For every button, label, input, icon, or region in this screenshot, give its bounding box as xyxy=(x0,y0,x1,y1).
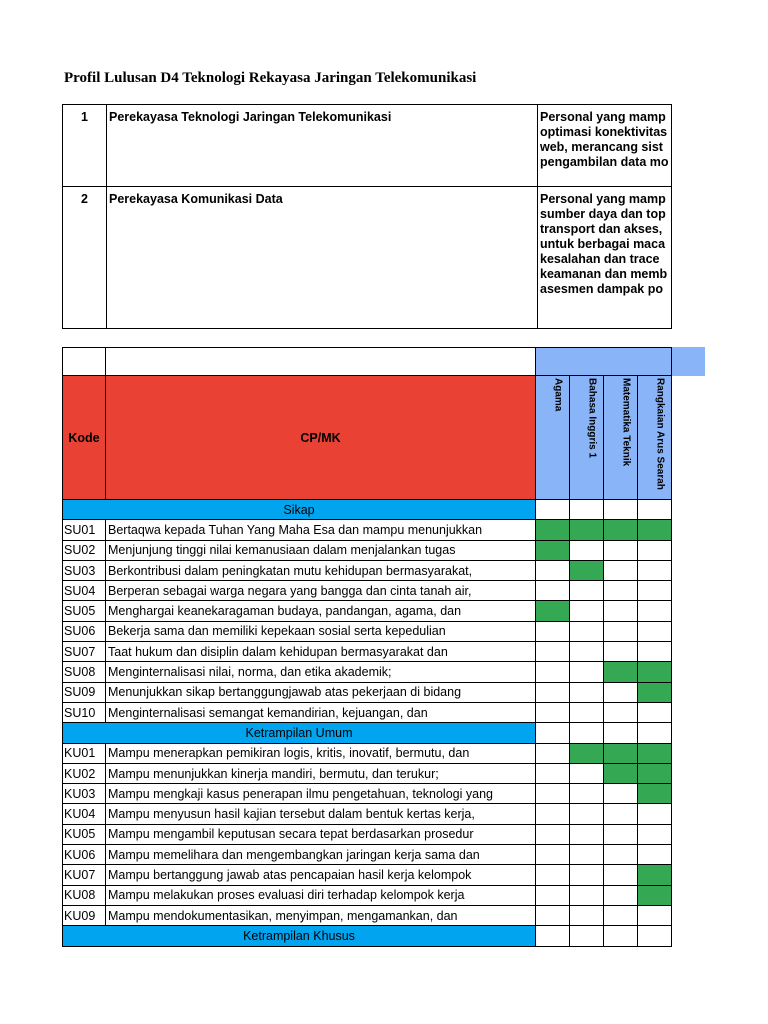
profile-desc-line: keamanan dan memb xyxy=(540,267,668,281)
profile-desc-line: Personal yang mamp xyxy=(540,192,666,206)
table-row xyxy=(63,763,672,783)
table-row xyxy=(63,581,672,601)
section-row xyxy=(63,500,672,520)
matrix-cell xyxy=(536,723,570,743)
matrix-cell xyxy=(604,642,638,662)
cp-description: Berkontribusi dalam peningkatan mutu kehidupan bermasyarakat, xyxy=(106,560,536,580)
course-label: Bahasa Inggris 1 xyxy=(586,378,598,459)
matrix-cell xyxy=(638,702,672,722)
table-row xyxy=(63,784,672,804)
course-header xyxy=(570,376,604,500)
matrix-cell-filled xyxy=(638,885,672,905)
table-row xyxy=(63,804,672,824)
cp-code: SU06 xyxy=(63,621,106,641)
table-row xyxy=(63,540,672,560)
profile-desc-line: web, merancang sist xyxy=(540,140,663,154)
matrix-cell xyxy=(536,784,570,804)
matrix-cell xyxy=(536,621,570,641)
matrix-cell xyxy=(604,784,638,804)
cp-code: SU07 xyxy=(63,642,106,662)
cp-code: KU05 xyxy=(63,824,106,844)
matrix-cell xyxy=(536,804,570,824)
cp-description: Menjunjung tinggi nilai kemanusiaan dalam menjalankan tugas xyxy=(106,540,536,560)
matrix-cell-filled xyxy=(604,662,638,682)
matrix-cell-filled xyxy=(536,540,570,560)
cp-code: SU03 xyxy=(63,560,106,580)
matrix-cell xyxy=(638,581,672,601)
matrix-cell xyxy=(570,824,604,844)
course-header xyxy=(638,376,672,500)
cp-description: Bekerja sama dan memiliki kepekaan sosial serta kepedulian xyxy=(106,621,536,641)
matrix-cell xyxy=(570,540,604,560)
matrix-cell xyxy=(604,723,638,743)
matrix-cell xyxy=(604,500,638,520)
matrix-cell xyxy=(536,702,570,722)
page-title: Profil Lulusan D4 Teknologi Rekayasa Jaringan Telekomunikasi xyxy=(64,70,477,86)
profile-description xyxy=(538,187,672,329)
matrix-cell xyxy=(536,662,570,682)
matrix-cell-filled xyxy=(638,784,672,804)
matrix-cell xyxy=(604,865,638,885)
cp-code: KU07 xyxy=(63,865,106,885)
matrix-cell xyxy=(604,560,638,580)
matrix-cell-filled xyxy=(638,662,672,682)
profile-desc-line: transport dan akses, xyxy=(540,222,663,236)
matrix-cell xyxy=(570,621,604,641)
matrix-cell xyxy=(536,885,570,905)
profile-number: 2 xyxy=(63,187,107,329)
matrix-cell-filled xyxy=(570,520,604,540)
matrix-cell xyxy=(570,784,604,804)
cp-code: KU06 xyxy=(63,845,106,865)
course-header xyxy=(604,376,638,500)
matrix-cell xyxy=(638,642,672,662)
cpmk-matrix xyxy=(62,347,672,947)
profile-name: Perekayasa Komunikasi Data xyxy=(107,187,538,329)
matrix-cell xyxy=(570,865,604,885)
matrix-cell xyxy=(638,845,672,865)
course-label: Rangkaian Arus Searah xyxy=(654,378,666,490)
matrix-cell xyxy=(604,926,638,946)
matrix-header xyxy=(63,376,672,500)
matrix-cell-filled xyxy=(638,520,672,540)
cp-code: KU02 xyxy=(63,763,106,783)
header-blue-overhang xyxy=(672,347,705,376)
cpmk-header: CP/MK xyxy=(106,376,536,500)
course-label: Matematika Teknik xyxy=(620,378,632,467)
matrix-cell xyxy=(604,824,638,844)
cp-code: SU01 xyxy=(63,520,106,540)
course-label: Agama xyxy=(552,378,564,412)
matrix-cell xyxy=(570,926,604,946)
matrix-cell xyxy=(570,500,604,520)
matrix-cell xyxy=(638,804,672,824)
cp-code: SU09 xyxy=(63,682,106,702)
cp-description: Mampu menyusun hasil kajian tersebut dalam bentuk kertas kerja, xyxy=(106,804,536,824)
matrix-cell xyxy=(604,804,638,824)
matrix-cell xyxy=(604,905,638,925)
profile-desc-line: kesalahan dan trace xyxy=(540,252,660,266)
matrix-cell xyxy=(536,500,570,520)
profile-row xyxy=(63,105,672,187)
matrix-cell xyxy=(638,540,672,560)
profile-name: Perekayasa Teknologi Jaringan Telekomunikasi xyxy=(107,105,538,187)
table-row xyxy=(63,845,672,865)
cp-description: Bertaqwa kepada Tuhan Yang Maha Esa dan mampu menunjukkan xyxy=(106,520,536,540)
table-row xyxy=(63,682,672,702)
kode-header: Kode xyxy=(63,376,106,500)
matrix-cell xyxy=(604,682,638,702)
matrix-cell xyxy=(604,601,638,621)
matrix-cell xyxy=(638,824,672,844)
table-row xyxy=(63,520,672,540)
course-header xyxy=(536,376,570,500)
cp-description: Mampu mengkaji kasus penerapan ilmu pengetahuan, teknologi yang xyxy=(106,784,536,804)
matrix-cell xyxy=(604,581,638,601)
matrix-cell xyxy=(638,926,672,946)
matrix-cell xyxy=(604,702,638,722)
matrix-cell xyxy=(570,885,604,905)
matrix-header-top xyxy=(63,348,672,376)
matrix-cell xyxy=(536,905,570,925)
matrix-cell xyxy=(536,824,570,844)
cp-description: Mampu bertanggung jawab atas pencapaian hasil kerja kelompok xyxy=(106,865,536,885)
matrix-cell xyxy=(570,723,604,743)
matrix-cell xyxy=(604,885,638,905)
matrix-cell-filled xyxy=(604,763,638,783)
matrix-cell xyxy=(536,682,570,702)
cp-code: KU09 xyxy=(63,905,106,925)
matrix-cell xyxy=(570,601,604,621)
blank-cell xyxy=(106,348,536,376)
matrix-cell xyxy=(570,642,604,662)
matrix-cell xyxy=(638,621,672,641)
matrix-cell xyxy=(638,905,672,925)
table-row xyxy=(63,601,672,621)
profile-number: 1 xyxy=(63,105,107,187)
matrix-cell-filled xyxy=(604,520,638,540)
cp-description: Menginternalisasi semangat kemandirian, kejuangan, dan xyxy=(106,702,536,722)
cp-description: Berperan sebagai warga negara yang bangga dan cinta tanah air, xyxy=(106,581,536,601)
cp-description: Taat hukum dan disiplin dalam kehidupan bermasyarakat dan xyxy=(106,642,536,662)
table-row xyxy=(63,885,672,905)
matrix-cell xyxy=(536,581,570,601)
matrix-cell xyxy=(570,804,604,824)
table-row xyxy=(63,865,672,885)
matrix-cell xyxy=(604,621,638,641)
matrix-cell xyxy=(570,763,604,783)
profile-desc-line: sumber daya dan top xyxy=(540,207,666,221)
matrix-cell-filled xyxy=(536,601,570,621)
table-row xyxy=(63,905,672,925)
matrix-cell xyxy=(570,702,604,722)
cp-description: Mampu menunjukkan kinerja mandiri, bermutu, dan terukur; xyxy=(106,763,536,783)
table-row xyxy=(63,621,672,641)
profile-desc-line: untuk berbagai maca xyxy=(540,237,666,251)
cp-description: Mampu melakukan proses evaluasi diri terhadap kelompok kerja xyxy=(106,885,536,905)
matrix-cell xyxy=(570,581,604,601)
matrix-cell xyxy=(638,723,672,743)
matrix-cell xyxy=(604,540,638,560)
profile-table xyxy=(62,104,672,329)
cp-description: Mampu mendokumentasikan, menyimpan, mengamankan, dan xyxy=(106,905,536,925)
matrix-cell xyxy=(638,601,672,621)
matrix-cell xyxy=(570,662,604,682)
section-label: Ketrampilan Khusus xyxy=(63,926,536,946)
table-row xyxy=(63,642,672,662)
matrix-cell-filled xyxy=(570,743,604,763)
matrix-cell-filled xyxy=(638,743,672,763)
cp-code: SU02 xyxy=(63,540,106,560)
table-row xyxy=(63,743,672,763)
matrix-cell xyxy=(570,905,604,925)
matrix-cell xyxy=(536,763,570,783)
matrix-cell-filled xyxy=(638,865,672,885)
profile-desc-line: optimasi konektivitas xyxy=(540,125,668,139)
section-row xyxy=(63,723,672,743)
matrix-cell-filled xyxy=(638,682,672,702)
matrix-cell xyxy=(638,500,672,520)
table-row xyxy=(63,560,672,580)
cp-code: KU08 xyxy=(63,885,106,905)
cp-description: Menghargai keanekaragaman budaya, pandangan, agama, dan xyxy=(106,601,536,621)
cp-description: Menginternalisasi nilai, norma, dan etika akademik; xyxy=(106,662,536,682)
matrix-cell xyxy=(536,845,570,865)
table-row xyxy=(63,702,672,722)
matrix-cell xyxy=(604,845,638,865)
course-group-header xyxy=(536,348,672,376)
cp-code: KU04 xyxy=(63,804,106,824)
matrix-cell-filled xyxy=(536,520,570,540)
profile-row xyxy=(63,187,672,329)
matrix-cell xyxy=(536,865,570,885)
cp-description: Mampu mengambil keputusan secara tepat berdasarkan prosedur xyxy=(106,824,536,844)
cp-description: Mampu memelihara dan mengembangkan jaringan kerja sama dan xyxy=(106,845,536,865)
matrix-cell xyxy=(536,743,570,763)
matrix-cell-filled xyxy=(638,763,672,783)
cp-code: KU01 xyxy=(63,743,106,763)
matrix-cell-filled xyxy=(570,560,604,580)
profile-desc-line: asesmen dampak po xyxy=(540,282,663,296)
cp-code: KU03 xyxy=(63,784,106,804)
matrix-cell xyxy=(570,682,604,702)
cp-description: Menunjukkan sikap bertanggungjawab atas pekerjaan di bidang xyxy=(106,682,536,702)
cp-code: SU05 xyxy=(63,601,106,621)
cp-code: SU04 xyxy=(63,581,106,601)
matrix-cell xyxy=(536,926,570,946)
table-row xyxy=(63,824,672,844)
matrix-cell-filled xyxy=(604,743,638,763)
table-row xyxy=(63,662,672,682)
profile-desc-line: Personal yang mamp xyxy=(540,110,666,124)
cp-code: SU08 xyxy=(63,662,106,682)
profile-desc-line: pengambilan data mo xyxy=(540,155,669,169)
matrix-cell xyxy=(536,642,570,662)
section-row xyxy=(63,926,672,946)
cp-code: SU10 xyxy=(63,702,106,722)
matrix-cell xyxy=(570,845,604,865)
matrix-cell xyxy=(638,560,672,580)
profile-description xyxy=(538,105,672,187)
cp-description: Mampu menerapkan pemikiran logis, kritis, inovatif, bermutu, dan xyxy=(106,743,536,763)
section-label: Ketrampilan Umum xyxy=(63,723,536,743)
section-label: Sikap xyxy=(63,500,536,520)
blank-cell xyxy=(63,348,106,376)
matrix-cell xyxy=(536,560,570,580)
